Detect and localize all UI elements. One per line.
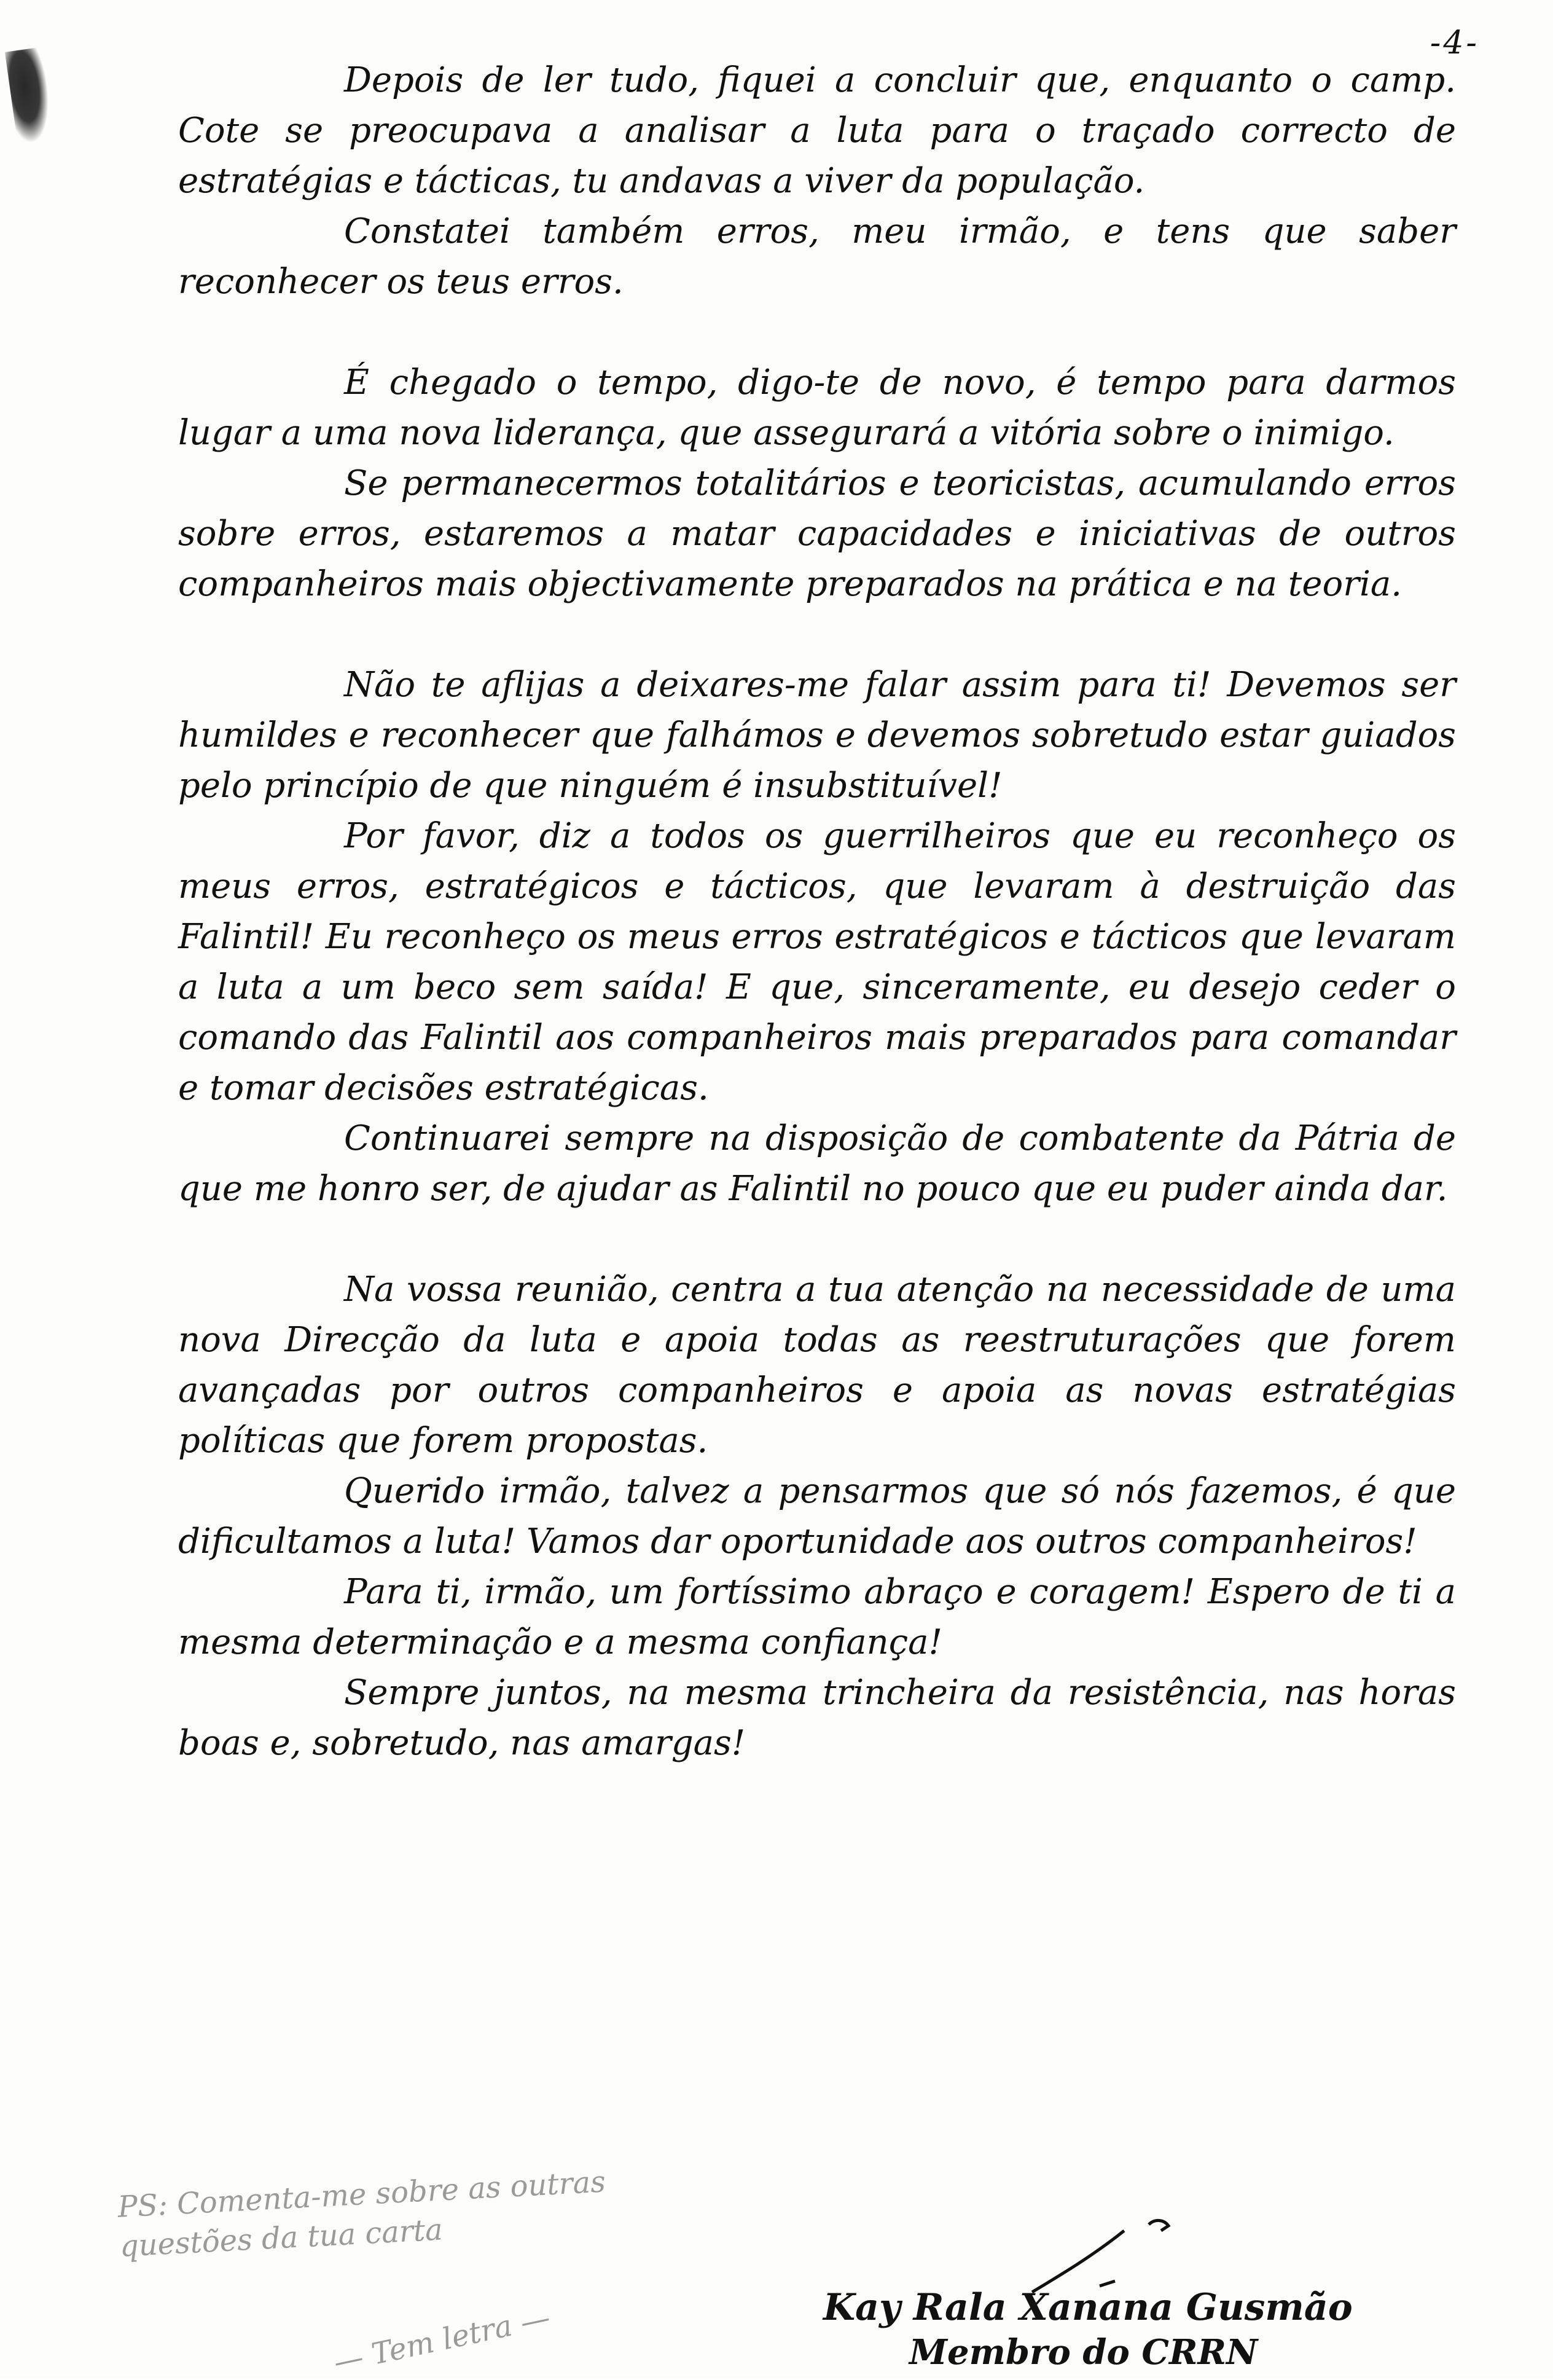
paragraph-6: Por favor, diz a todos os guerrilheiros que eu reconheço os meus erros, estratégicos e tácticos, que levaram à destruição das Falintil! Eu reconheço os meus erros estratégicos e tácticos que levaram a luta a um beco sem saída! E que, sinceramente, eu desejo ceder o comando das Falintil aos companheiros mais preparados para comandar e tomar decisões estratégicas.	[178, 816, 1456, 1108]
paragraph-gap	[178, 307, 1456, 358]
paragraph-7: Continuarei sempre na disposição de combatente da Pátria de que me honro ser, de ajudar as Falintil no pouco que eu puder ainda dar.	[178, 1118, 1456, 1209]
postscript-note: — Tem letra —	[331, 2300, 554, 2380]
ink-blot-mark	[5, 47, 54, 144]
paragraph-gap	[178, 1214, 1456, 1265]
paragraph-8: Na vossa reunião, centra a tua atenção na necessidade de uma nova Direcção da luta e apoia todas as reestruturações que forem avançadas por outros companheiros e apoia as novas estratégias políticas que forem propostas.	[178, 1270, 1456, 1461]
paragraph-11: Sempre juntos, na mesma trincheira da resistência, nas horas boas e, sobretudo, nas amargas!	[178, 1673, 1456, 1763]
paragraph-1: Depois de ler tudo, fiquei a concluir que, enquanto o camp. Cote se preocupava a analisar a luta para o traçado correcto de estratégias e tácticas, tu andavas a viver da população.	[178, 60, 1456, 201]
paragraph-3: É chegado o tempo, digo-te de novo, é tempo para darmos lugar a uma nova liderança, que assegurará a vitória sobre o inimigo.	[178, 363, 1456, 453]
paragraph-4: Se permanecermos totalitários e teoricistas, acumulando erros sobre erros, estaremos a matar capacidades e iniciativas de outros companheiros mais objectivamente preparados na prática e na teoria.	[178, 463, 1456, 604]
signature-role: Membro do CRRN	[909, 2332, 1258, 2373]
signature-name: Kay Rala Xanana Gusmão	[823, 2286, 1353, 2329]
page-number: -4-	[1430, 25, 1479, 61]
paragraph-5: Não te aflijas a deixares-me falar assim para ti! Devemos ser humildes e reconhecer que falhámos e devemos sobretudo estar guiados pelo princípio de que ninguém é insubstituível!	[178, 665, 1456, 806]
signature-block	[823, 2212, 1450, 2373]
paragraph-gap	[178, 610, 1456, 660]
letter-body	[178, 55, 1456, 1769]
postscript: PS: Comenta-me sobre as outras questões da tua carta	[117, 2164, 607, 2264]
paragraph-2: Constatei também erros, meu irmão, e tens que saber reconhecer os teus erros.	[178, 211, 1456, 302]
paragraph-9: Querido irmão, talvez a pensarmos que só nós fazemos, é que dificultamos a luta! Vamos dar oportunidade aos outros companheiros!	[178, 1471, 1456, 1561]
signature-flourish-icon	[1007, 2212, 1192, 2298]
paragraph-10: Para ti, irmão, um fortíssimo abraço e coragem! Espero de ti a mesma determinação e a mesma confiança!	[178, 1572, 1456, 1662]
